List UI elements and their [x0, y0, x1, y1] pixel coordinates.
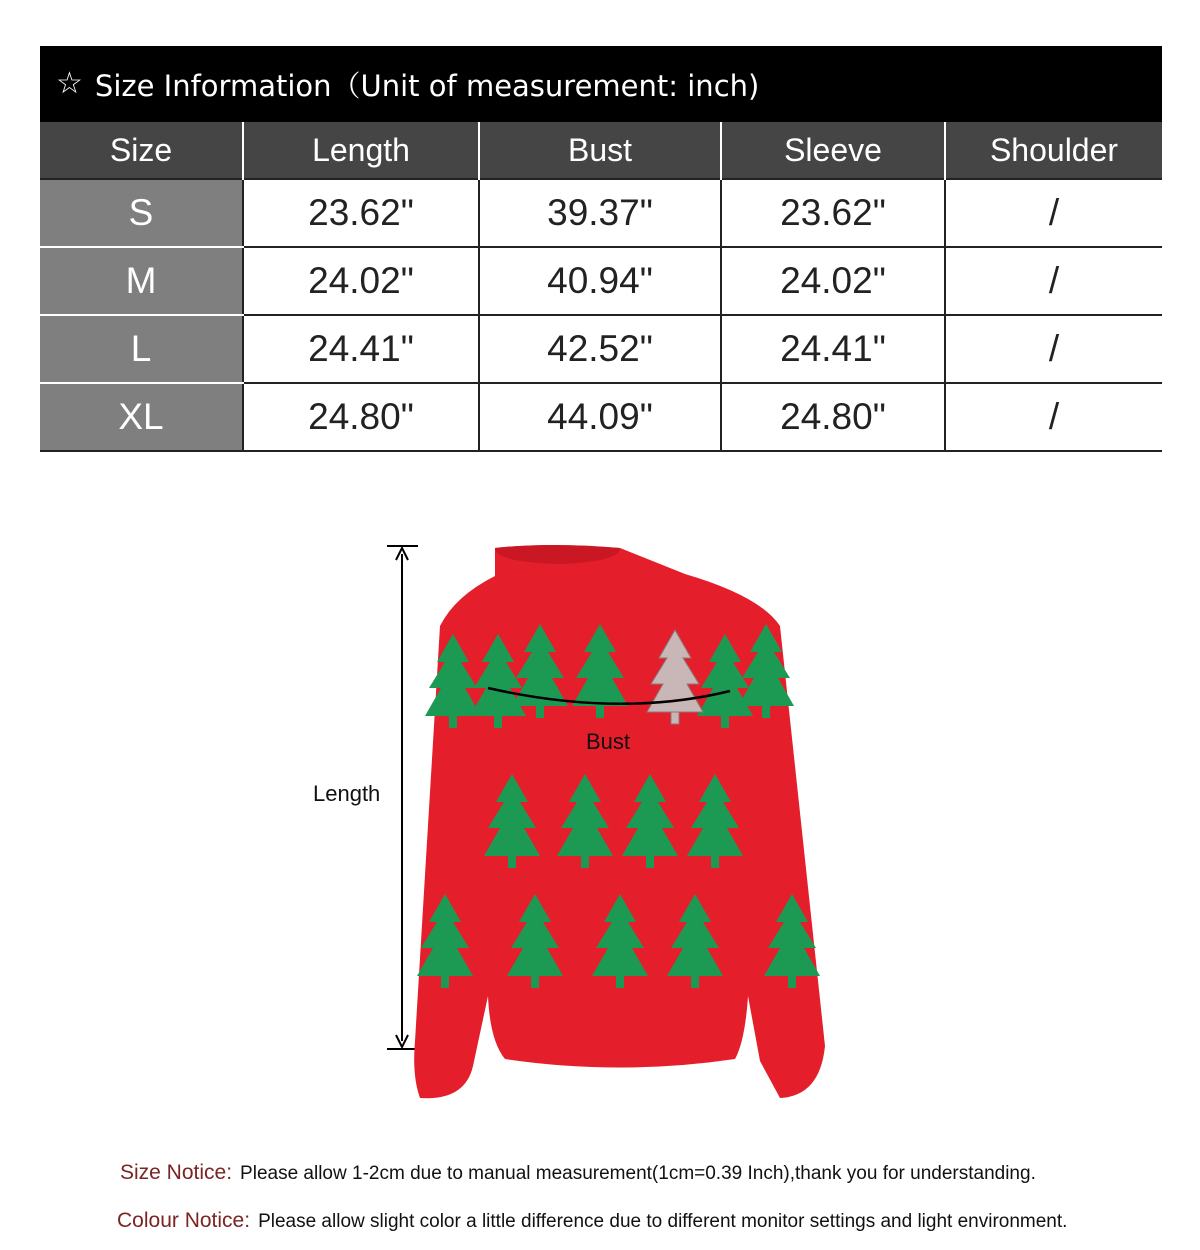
size-cell: M [40, 247, 243, 315]
size-notice-label: Size Notice: [120, 1161, 233, 1184]
sleeve-cell: 24.80" [721, 383, 945, 451]
size-cell: XL [40, 383, 243, 451]
length-cell: 24.41" [243, 315, 479, 383]
size-notice [120, 1161, 1036, 1185]
colour-notice [117, 1209, 1067, 1233]
length-cell: 24.02" [243, 247, 479, 315]
column-header-bust: Bust [479, 122, 721, 179]
table-row [40, 247, 1162, 315]
bust-label: Bust [586, 729, 631, 754]
column-header-sleeve: Sleeve [721, 122, 945, 179]
star-icon: ☆ [56, 67, 83, 100]
column-header-length: Length [243, 122, 479, 179]
shoulder-cell: / [945, 179, 1162, 247]
colour-notice-label: Colour Notice: [117, 1209, 251, 1232]
length-label: Length [313, 781, 381, 806]
size-info-header [40, 46, 1162, 122]
sleeve-cell: 23.62" [721, 179, 945, 247]
sleeve-cell: 24.02" [721, 247, 945, 315]
length-cell: 23.62" [243, 179, 479, 247]
shoulder-cell: / [945, 247, 1162, 315]
table-row [40, 315, 1162, 383]
bust-cell: 40.94" [479, 247, 721, 315]
size-table [40, 122, 1162, 452]
sweater-measurement-diagram [290, 536, 850, 1116]
size-cell: L [40, 315, 243, 383]
size-cell: S [40, 179, 243, 247]
bust-cell: 44.09" [479, 383, 721, 451]
table-row [40, 179, 1162, 247]
header-title: Size Information（Unit of measurement: inch) [94, 68, 760, 103]
column-header-size: Size [40, 122, 243, 179]
table-row [40, 383, 1162, 451]
shoulder-cell: / [945, 315, 1162, 383]
colour-notice-text: Please allow slight color a little difference due to different monitor settings and light environment. [258, 1211, 1068, 1232]
column-header-shoulder: Shoulder [945, 122, 1162, 179]
size-notice-text: Please allow 1-2cm due to manual measurement(1cm=0.39 Inch),thank you for understanding. [240, 1163, 1036, 1184]
length-arrow [387, 546, 418, 1049]
bust-cell: 42.52" [479, 315, 721, 383]
sleeve-cell: 24.41" [721, 315, 945, 383]
sweater-image [414, 545, 825, 1098]
bust-cell: 39.37" [479, 179, 721, 247]
length-cell: 24.80" [243, 383, 479, 451]
sweater-body [414, 545, 825, 1098]
shoulder-cell: / [945, 383, 1162, 451]
table-header-row [40, 122, 1162, 179]
